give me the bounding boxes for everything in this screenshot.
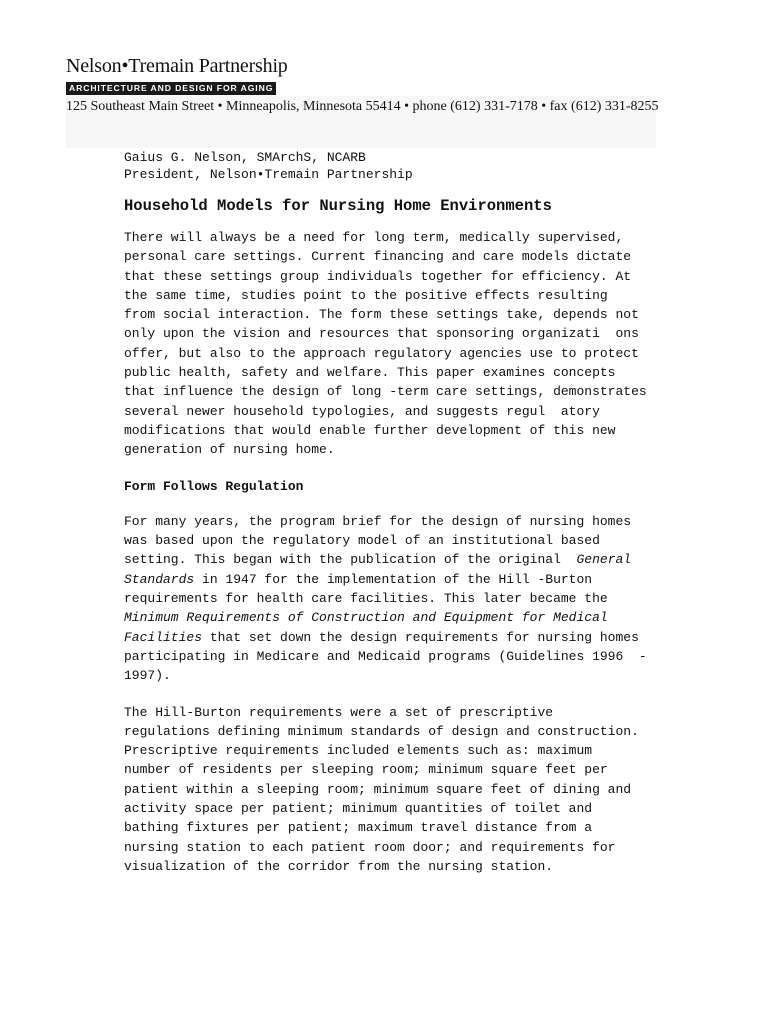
paragraph-line: There will always be a need for long term, medically supervised, [124, 230, 624, 245]
paragraph-line [124, 608, 684, 627]
letterhead [66, 54, 656, 96]
paragraph-line: the same time, studies point to the positive effects resulting [124, 287, 608, 303]
paragraph-line: bathing fixtures per patient; maximum travel distance from a [124, 820, 593, 836]
paragraph-line: personal care settings. Current financing and care models dictate [124, 249, 632, 265]
paragraph-line: 1997). [124, 668, 171, 684]
paragraph-line: participating in Medicare and Medicaid programs (Guidelines 1996 - [124, 648, 647, 664]
paragraph-line: regulations defining minimum standards of design and construction. [124, 723, 639, 739]
paragraph-line: generation of nursing home. [124, 442, 335, 458]
paragraph-line: several newer household typologies, and suggests regul atory [124, 403, 600, 419]
paragraph-line: requirements for health care facilities. This later became the [124, 591, 608, 607]
italic-citation: Minimum Requirements of Construction and Equipment for Medical [124, 610, 608, 626]
firm-tagline: ARCHITECTURE AND DESIGN FOR AGING [66, 82, 276, 95]
paragraph-line: was based upon the regulatory model of an institutional based [124, 533, 600, 549]
paragraph-line: Prescriptive requirements included elements such as: maximum [124, 743, 593, 759]
document-body [124, 150, 684, 893]
paragraph-text: that set down the design requirements for nursing homes [202, 629, 639, 645]
regulation-paragraph [124, 512, 684, 686]
intro-paragraph [124, 228, 684, 460]
paragraph-line: number of residents per sleeping room; minimum square feet per [124, 762, 608, 778]
paragraph-line: offer, but also to the approach regulatory agencies use to protect [124, 345, 639, 361]
section-heading: Form Follows Regulation [124, 478, 304, 494]
paragraph-line: For many years, the program brief for the design of nursing homes [124, 513, 632, 529]
document-title: Household Models for Nursing Home Environments [124, 197, 552, 215]
hill-burton-paragraph [124, 703, 684, 877]
author-role: President, Nelson•Tremain Partnership [124, 166, 413, 182]
firm-name: Nelson•Tremain Partnership [66, 55, 288, 77]
paragraph-text: in 1947 for the implementation of the Hill -Burton [194, 571, 593, 587]
italic-citation: Standards [124, 571, 195, 587]
paragraph-line [124, 628, 684, 647]
paragraph-line: that these settings group individuals together for efficiency. At [124, 268, 632, 284]
paragraph-line: visualization of the corridor from the nursing station. [124, 858, 554, 874]
paragraph-line: only upon the vision and resources that sponsoring organizati ons [124, 326, 639, 342]
paragraph-line: modifications that would enable further development of this new [124, 422, 616, 438]
paragraph-line: patient within a sleeping room; minimum square feet of dining and [124, 781, 632, 797]
paragraph-line: public health, safety and welfare. This paper examines concepts [124, 365, 616, 381]
paragraph-line [124, 570, 684, 589]
paragraph-text: setting. This began with the publication of the original [124, 552, 577, 568]
firm-address: 125 Southeast Main Street • Minneapolis, Minnesota 55414 • phone (612) 331-7178 • fax (612) 331-8255 [66, 99, 659, 114]
paragraph-line [124, 550, 684, 569]
paragraph-line: from social interaction. The form these settings take, depends not [124, 307, 639, 323]
paragraph-line: that influence the design of long -term care settings, demonstrates [124, 384, 647, 400]
author-name: Gaius G. Nelson, SMArchS, NCARB [124, 150, 366, 165]
italic-citation: General [576, 552, 632, 568]
paragraph-line: activity space per patient; minimum quantities of toilet and [124, 801, 593, 817]
paragraph-line: The Hill-Burton requirements were a set of prescriptive [124, 704, 554, 720]
italic-citation: Facilities [124, 629, 203, 645]
paragraph-line: nursing station to each patient room door; and requirements for [124, 839, 616, 855]
